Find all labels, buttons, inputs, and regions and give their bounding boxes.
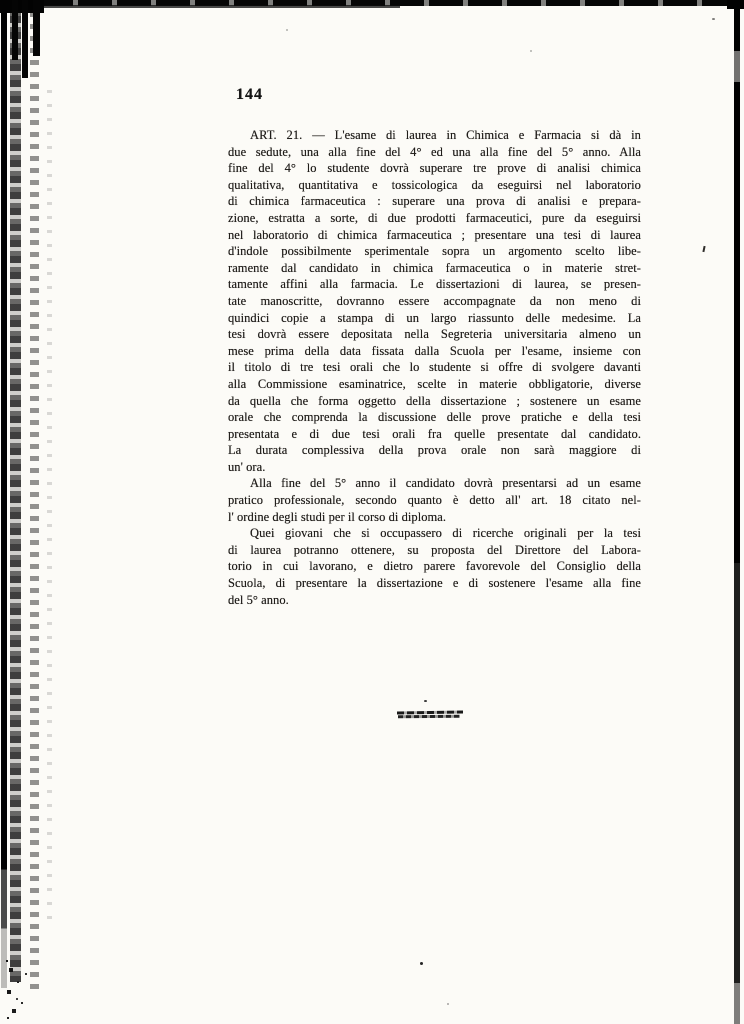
ink-speck <box>712 18 715 20</box>
text-line: Quei giovani che si occupassero di ricerche originali per la tesi <box>250 526 641 541</box>
text-line: orale che comprenda la discussione delle prove pratiche e della tesi <box>228 410 641 425</box>
text-line: del 5° anno. <box>228 592 289 607</box>
paragraph <box>228 475 641 525</box>
scan-artifact-left-bar <box>1 0 7 988</box>
text-line: due sedute, una alla fine del 4° ed una alla fine del 5° anno. Alla <box>228 144 641 159</box>
scan-artifact-right-bar <box>734 0 740 1024</box>
scan-artifact-left-dots <box>47 90 52 930</box>
text-line: presentata e di due tesi orali fra quelle presentate dal candidato. <box>228 426 641 441</box>
scan-artifact-left-streak <box>10 0 21 982</box>
text-block <box>228 127 641 608</box>
text-line: Scuola, di presentare la dissertazione e di sostenere l'esame alla fine <box>228 576 641 591</box>
text-line: il titolo di tre tesi orali che lo studente si offre di svolgere davanti <box>228 360 641 375</box>
text-line: tamente affini alla farmacia. Le dissertazioni di laurea, se presen- <box>228 277 641 292</box>
ink-speck <box>530 50 532 52</box>
text-line: alla Commissione esaminatrice, scelte in materie obbligatorie, diverse <box>228 376 641 391</box>
scan-artifact-topleft-bar <box>12 0 18 60</box>
ink-speck <box>286 29 288 31</box>
paragraph <box>228 525 641 608</box>
scan-artifact-top-band-thick <box>0 5 400 8</box>
scan-artifact-topleft-bar <box>33 0 40 56</box>
text-line: torio in cui lavorano, e dietro parere favorevole del Consiglio della <box>228 559 641 574</box>
text-line: Alla fine del 5° anno il candidato dovrà presentarsi ad un esame <box>250 476 641 491</box>
text-line: La durata complessiva della prova orale non sarà maggiore di <box>228 443 641 458</box>
stray-ink-mark <box>702 246 705 252</box>
text-line: tesi dovrà essere depositata nella Segreteria universitaria almeno un <box>228 327 641 342</box>
scan-artifact-left-streak-2 <box>30 0 39 994</box>
paragraph <box>228 127 641 475</box>
text-line: ART. 21. — L'esame di laurea in Chimica e Farmacia si dà in <box>250 128 641 142</box>
text-line: di chimica farmaceutica : superare una prova di analisi e prepara- <box>228 194 641 209</box>
text-line: ramente dal candidato in chimica farmaceutica o in materie stret- <box>228 260 641 275</box>
divider-dot <box>424 700 427 702</box>
page-number: 144 <box>236 86 263 103</box>
smudge-divider-line-bottom <box>398 715 460 718</box>
text-line: qualitativa, quantitativa e tossicologica da eseguirsi nel laboratorio <box>228 177 641 192</box>
scan-artifact-topright-corner <box>727 0 744 9</box>
page-content <box>228 86 641 608</box>
text-line: zione, estratta a sorte, di due prodotti farmaceutici, pure da eseguirsi <box>228 210 641 225</box>
text-line: mese prima della data fissata dalla Scuola per l'esame, insieme con <box>228 343 641 358</box>
text-line: da quella che forma oggetto della dissertazione ; sostenere un esame <box>228 393 641 408</box>
text-line: fine del 4° lo studente dovrà superare tre prove di analisi chimica <box>228 161 641 176</box>
text-line: un' ora. <box>228 459 266 474</box>
ink-speck <box>447 1003 449 1005</box>
text-line: nel laboratorio di chimica farmaceutica ; presentare una tesi di laurea <box>228 227 641 242</box>
smudge-divider-rule <box>397 709 464 720</box>
text-line: tate manoscritte, dovranno essere accompagnate da non meno di <box>228 293 641 308</box>
scan-artifact-bottomleft-speckles <box>6 960 8 962</box>
text-line: d'indole possibilmente sperimentale sopra un argomento scelto libe- <box>228 244 641 259</box>
text-line: pratico professionale, secondo quanto è detto all' art. 18 citato nel- <box>228 493 641 508</box>
text-line: quindici copie a stampa di un largo riassunto delle medesime. La <box>228 310 641 325</box>
text-line: l' ordine degli studi per il corso di diploma. <box>228 509 447 524</box>
scan-artifact-topleft-bar <box>22 0 28 78</box>
ink-speck <box>420 962 423 965</box>
text-line: di laurea potranno ottenere, su proposta del Direttore del Labora- <box>228 542 641 557</box>
